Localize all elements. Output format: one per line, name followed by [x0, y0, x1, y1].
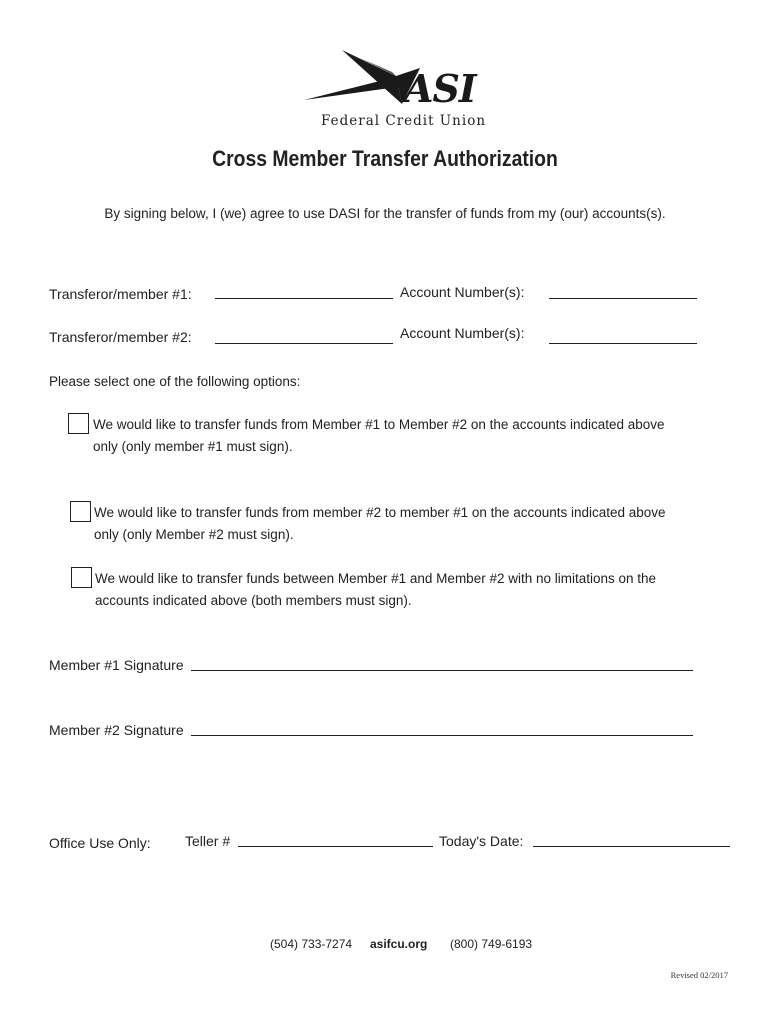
teller-label: Teller #	[185, 833, 231, 849]
revised-date: Revised 02/2017	[670, 970, 728, 980]
transferor2-label: Transferor/member #2:	[49, 329, 192, 345]
date-field[interactable]	[533, 846, 730, 847]
date-label: Today's Date:	[439, 833, 524, 849]
signature1-label: Member #1 Signature	[49, 657, 184, 673]
option1-line1: We would like to transfer funds from Member #1 to Member #2 on the accounts indicated above	[93, 417, 665, 432]
transferor1-label: Transferor/member #1:	[49, 286, 192, 302]
intro-text: By signing below, I (we) agree to use DASI for the transfer of funds from my (our) accounts(s).	[104, 206, 666, 221]
signature1-field[interactable]	[191, 670, 693, 671]
option2-line1: We would like to transfer funds from member #2 to member #1 on the accounts indicated above	[94, 505, 666, 520]
account1-label: Account Number(s):	[400, 284, 525, 300]
option2-text	[94, 502, 714, 546]
signature2-field[interactable]	[191, 735, 693, 736]
option2-checkbox[interactable]	[70, 501, 91, 522]
option3-checkbox[interactable]	[71, 567, 92, 588]
select-prompt: Please select one of the following options:	[49, 374, 301, 389]
logo-subtitle: Federal Credit Union	[321, 113, 487, 129]
logo-text: ASI	[404, 66, 476, 111]
footer-website[interactable]	[370, 937, 427, 951]
account2-field[interactable]	[549, 343, 697, 344]
transferor1-field[interactable]	[215, 298, 393, 299]
option1-line2: only (only member #1 must sign).	[93, 439, 293, 454]
teller-field[interactable]	[238, 846, 433, 847]
footer-phone-local: (504) 733-7274	[270, 937, 353, 951]
option3-line2: accounts indicated above (both members must sign).	[95, 593, 412, 608]
account1-field[interactable]	[549, 298, 697, 299]
transferor2-field[interactable]	[215, 343, 393, 344]
footer-website-text: asifcu.org	[370, 937, 428, 951]
signature2-label: Member #2 Signature	[49, 722, 184, 738]
option1-text	[93, 414, 713, 458]
footer-phone-toll-free: (800) 749-6193	[450, 937, 533, 951]
page-title: Cross Member Transfer Authorization	[212, 146, 558, 171]
option3-text	[95, 568, 715, 612]
account2-label: Account Number(s):	[400, 325, 525, 341]
option2-line2: only (only Member #2 must sign).	[94, 527, 294, 542]
option3-line1: We would like to transfer funds between Member #1 and Member #2 with no limitations on the	[95, 571, 657, 586]
option1-checkbox[interactable]	[68, 413, 89, 434]
office-use-label: Office Use Only:	[49, 835, 151, 851]
